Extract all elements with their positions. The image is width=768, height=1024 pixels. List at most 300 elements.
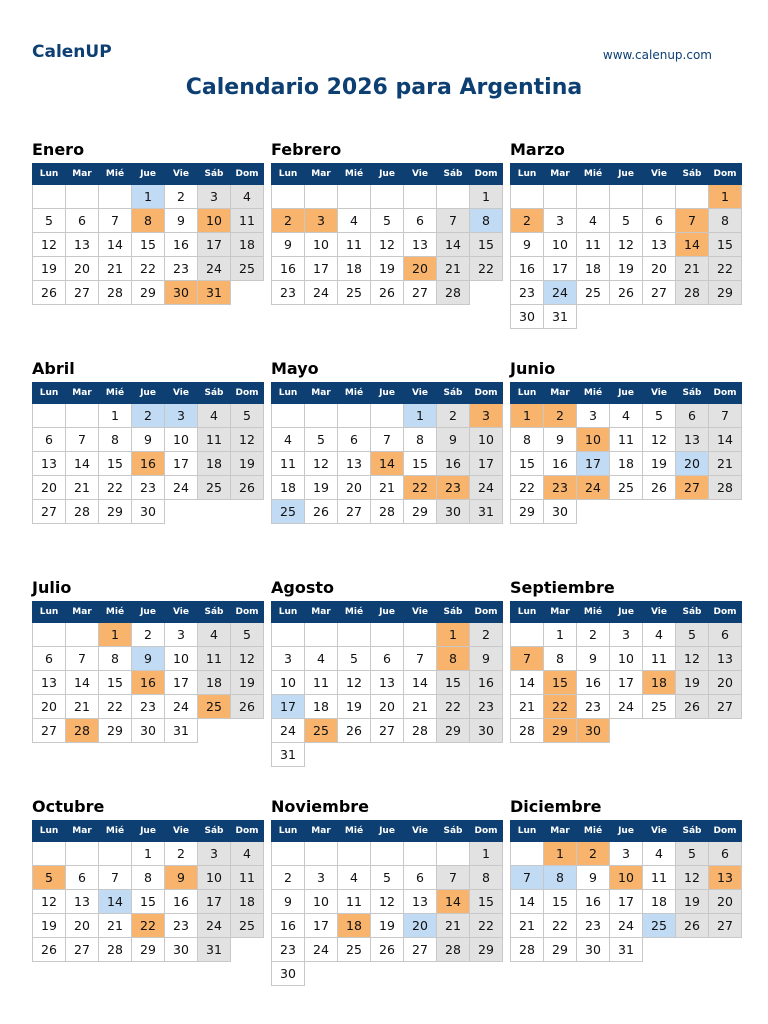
- weekday-header: Mar: [66, 164, 99, 185]
- weekend-day: 9: [470, 647, 503, 671]
- weekday-header: Mar: [305, 164, 338, 185]
- weekday-header: Dom: [470, 602, 503, 623]
- weekend-day: 30: [437, 500, 470, 524]
- day-cell: 4: [643, 623, 676, 647]
- day-cell: 9: [511, 233, 544, 257]
- weekend-day: 25: [231, 257, 264, 281]
- day-cell: 15: [404, 452, 437, 476]
- day-cell: 28: [99, 938, 132, 962]
- day-cell: 7: [66, 428, 99, 452]
- day-cell: 5: [643, 404, 676, 428]
- empty-cell: [305, 842, 338, 866]
- week-row: [272, 695, 503, 719]
- week-row: [272, 914, 503, 938]
- holiday-day: 2: [544, 404, 577, 428]
- day-cell: 16: [577, 890, 610, 914]
- day-cell: 29: [99, 719, 132, 743]
- holiday-day: 28: [66, 719, 99, 743]
- week-row: [272, 476, 503, 500]
- weekday-header: Sáb: [676, 821, 709, 842]
- week-row: [272, 404, 503, 428]
- day-cell: 22: [511, 476, 544, 500]
- day-cell: 18: [272, 476, 305, 500]
- bridge-day: 1: [404, 404, 437, 428]
- month-table: [32, 820, 264, 962]
- day-cell: 22: [544, 914, 577, 938]
- day-cell: 23: [132, 695, 165, 719]
- day-cell: 24: [305, 281, 338, 305]
- day-cell: 29: [511, 500, 544, 524]
- day-cell: 25: [338, 281, 371, 305]
- week-row: [511, 623, 742, 647]
- empty-cell: [33, 185, 66, 209]
- weekday-header: Sáb: [437, 164, 470, 185]
- day-cell: 30: [544, 500, 577, 524]
- weekday-header: Mar: [544, 383, 577, 404]
- day-cell: 1: [544, 623, 577, 647]
- weekend-day: 14: [437, 233, 470, 257]
- day-cell: 10: [272, 671, 305, 695]
- day-cell: 28: [511, 719, 544, 743]
- day-cell: 15: [132, 890, 165, 914]
- day-cell: 27: [66, 281, 99, 305]
- weekend-day: 19: [676, 671, 709, 695]
- empty-cell: [371, 185, 404, 209]
- day-cell: 12: [338, 671, 371, 695]
- weekday-header: Lun: [272, 164, 305, 185]
- weekday-header: Dom: [470, 821, 503, 842]
- weekend-day: 5: [231, 404, 264, 428]
- weekday-header: Mar: [66, 821, 99, 842]
- day-cell: 14: [66, 671, 99, 695]
- day-cell: 16: [511, 257, 544, 281]
- day-cell: 6: [338, 428, 371, 452]
- day-cell: 16: [272, 914, 305, 938]
- day-cell: 22: [132, 257, 165, 281]
- day-cell: 6: [404, 209, 437, 233]
- day-cell: 28: [371, 500, 404, 524]
- week-row: [272, 866, 503, 890]
- weekend-day: 16: [437, 452, 470, 476]
- weekday-header: Sáb: [676, 164, 709, 185]
- empty-cell: [511, 623, 544, 647]
- empty-cell: [544, 185, 577, 209]
- day-cell: 23: [577, 695, 610, 719]
- day-cell: 27: [404, 281, 437, 305]
- day-cell: 27: [371, 719, 404, 743]
- empty-cell: [33, 404, 66, 428]
- empty-cell: [643, 185, 676, 209]
- weekend-day: 4: [231, 842, 264, 866]
- weekend-day: 9: [437, 428, 470, 452]
- empty-cell: [99, 842, 132, 866]
- month-octubre: [32, 797, 258, 962]
- week-row: [33, 257, 264, 281]
- weekend-day: 26: [676, 695, 709, 719]
- weekend-day: 4: [198, 623, 231, 647]
- day-cell: 6: [371, 647, 404, 671]
- weekend-day: 27: [709, 914, 742, 938]
- empty-cell: [33, 842, 66, 866]
- weekend-day: 17: [198, 233, 231, 257]
- weekday-header: Vie: [165, 383, 198, 404]
- day-cell: 23: [165, 257, 198, 281]
- day-cell: 5: [610, 209, 643, 233]
- weekend-day: 12: [676, 647, 709, 671]
- weekend-day: 19: [231, 452, 264, 476]
- week-row: [511, 719, 742, 743]
- day-cell: 6: [33, 428, 66, 452]
- week-row: [511, 866, 742, 890]
- weekend-day: 28: [437, 281, 470, 305]
- month-junio: [510, 359, 736, 524]
- day-cell: 16: [165, 890, 198, 914]
- weekend-day: 25: [231, 914, 264, 938]
- empty-cell: [338, 623, 371, 647]
- month-table: [271, 820, 503, 986]
- bridge-day: 1: [132, 185, 165, 209]
- month-table: [510, 820, 742, 962]
- week-row: [272, 428, 503, 452]
- weekend-day: 19: [231, 671, 264, 695]
- weekday-header: Mar: [544, 602, 577, 623]
- day-cell: 10: [305, 890, 338, 914]
- weekend-day: 20: [709, 890, 742, 914]
- week-row: [511, 842, 742, 866]
- weekend-day: 29: [437, 719, 470, 743]
- day-cell: 12: [33, 233, 66, 257]
- day-cell: 7: [99, 866, 132, 890]
- weekend-day: 11: [231, 209, 264, 233]
- holiday-day: 1: [437, 623, 470, 647]
- weekday-header: Vie: [643, 602, 676, 623]
- weekend-day: 30: [470, 719, 503, 743]
- empty-cell: [404, 623, 437, 647]
- week-row: [33, 428, 264, 452]
- month-name: Noviembre: [271, 797, 370, 816]
- weekend-day: 15: [709, 233, 742, 257]
- day-cell: 12: [371, 233, 404, 257]
- weekday-header: Mié: [577, 602, 610, 623]
- bridge-day: 2: [132, 404, 165, 428]
- day-cell: 21: [371, 476, 404, 500]
- day-cell: 26: [305, 500, 338, 524]
- day-cell: 8: [544, 647, 577, 671]
- day-cell: 13: [33, 671, 66, 695]
- weekend-day: 28: [437, 938, 470, 962]
- day-cell: 20: [66, 257, 99, 281]
- month-enero: [32, 140, 258, 305]
- empty-cell: [272, 842, 305, 866]
- day-cell: 12: [610, 233, 643, 257]
- holiday-day: 7: [676, 209, 709, 233]
- day-cell: 13: [643, 233, 676, 257]
- day-cell: 21: [99, 257, 132, 281]
- weekend-day: 1: [470, 185, 503, 209]
- weekday-header: Dom: [709, 383, 742, 404]
- day-cell: 23: [511, 281, 544, 305]
- month-name: Mayo: [271, 359, 319, 378]
- bridge-day: 7: [511, 866, 544, 890]
- month-name: Marzo: [510, 140, 565, 159]
- week-row: [511, 500, 742, 524]
- month-febrero: [271, 140, 497, 305]
- weekday-header: Jue: [371, 164, 404, 185]
- weekday-header: Lun: [511, 383, 544, 404]
- day-cell: 29: [132, 281, 165, 305]
- weekend-day: 31: [470, 500, 503, 524]
- month-name: Octubre: [32, 797, 105, 816]
- empty-cell: [33, 623, 66, 647]
- day-cell: 17: [305, 914, 338, 938]
- day-cell: 6: [404, 866, 437, 890]
- holiday-day: 3: [305, 209, 338, 233]
- week-row: [272, 647, 503, 671]
- weekday-header: Dom: [231, 821, 264, 842]
- day-cell: 9: [272, 890, 305, 914]
- holiday-day: 8: [437, 647, 470, 671]
- month-abril: [32, 359, 258, 524]
- month-noviembre: [271, 797, 497, 986]
- day-cell: 21: [99, 914, 132, 938]
- website-link[interactable]: www.calenup.com: [602, 48, 712, 62]
- weekend-day: 5: [676, 842, 709, 866]
- week-row: [33, 500, 264, 524]
- weekend-day: 10: [470, 428, 503, 452]
- weekday-header: Vie: [643, 821, 676, 842]
- day-cell: 8: [99, 428, 132, 452]
- week-row: [272, 233, 503, 257]
- weekend-day: 18: [231, 233, 264, 257]
- empty-cell: [338, 404, 371, 428]
- month-table: [32, 601, 264, 743]
- holiday-day: 30: [165, 281, 198, 305]
- weekday-header: Lun: [33, 164, 66, 185]
- day-cell: 24: [165, 695, 198, 719]
- day-cell: 14: [511, 671, 544, 695]
- weekend-day: 24: [470, 476, 503, 500]
- day-cell: 30: [132, 719, 165, 743]
- day-cell: 9: [272, 233, 305, 257]
- day-cell: 17: [610, 671, 643, 695]
- day-cell: 17: [544, 257, 577, 281]
- day-cell: 4: [305, 647, 338, 671]
- weekday-header: Jue: [132, 383, 165, 404]
- day-cell: 17: [165, 671, 198, 695]
- bridge-day: 20: [676, 452, 709, 476]
- empty-cell: [338, 842, 371, 866]
- weekday-header: Lun: [511, 602, 544, 623]
- day-cell: 19: [33, 914, 66, 938]
- day-cell: 29: [132, 938, 165, 962]
- weekend-day: 11: [198, 428, 231, 452]
- weekend-day: 22: [437, 695, 470, 719]
- day-cell: 4: [338, 209, 371, 233]
- empty-cell: [272, 404, 305, 428]
- week-row: [33, 695, 264, 719]
- day-cell: 11: [577, 233, 610, 257]
- week-row: [511, 185, 742, 209]
- weekend-day: 11: [198, 647, 231, 671]
- bridge-day: 25: [272, 500, 305, 524]
- holiday-day: 14: [371, 452, 404, 476]
- weekend-day: 26: [676, 914, 709, 938]
- empty-cell: [66, 842, 99, 866]
- weekday-header: Sáb: [198, 821, 231, 842]
- month-table: [271, 163, 503, 305]
- weekday-header: Mar: [305, 383, 338, 404]
- day-cell: 6: [643, 209, 676, 233]
- weekday-header: Sáb: [676, 602, 709, 623]
- month-name: Febrero: [271, 140, 342, 159]
- week-row: [272, 719, 503, 743]
- day-cell: 13: [33, 452, 66, 476]
- weekday-header: Mié: [99, 383, 132, 404]
- weekday-header: Dom: [709, 821, 742, 842]
- holiday-day: 16: [132, 452, 165, 476]
- weekday-header: Sáb: [437, 821, 470, 842]
- day-cell: 23: [165, 914, 198, 938]
- day-cell: 20: [338, 476, 371, 500]
- weekday-header: Vie: [404, 164, 437, 185]
- day-cell: 5: [305, 428, 338, 452]
- week-row: [272, 671, 503, 695]
- weekend-day: 21: [676, 257, 709, 281]
- day-cell: 13: [66, 890, 99, 914]
- weekend-day: 2: [437, 404, 470, 428]
- weekend-day: 21: [437, 257, 470, 281]
- week-row: [272, 281, 503, 305]
- day-cell: 7: [66, 647, 99, 671]
- week-row: [33, 281, 264, 305]
- holiday-day: 2: [577, 842, 610, 866]
- weekday-header: Sáb: [198, 383, 231, 404]
- day-cell: 9: [165, 209, 198, 233]
- weekday-header: Sáb: [437, 383, 470, 404]
- holiday-day: 10: [198, 209, 231, 233]
- day-cell: 1: [99, 404, 132, 428]
- day-cell: 19: [338, 695, 371, 719]
- holiday-day: 29: [544, 719, 577, 743]
- weekend-day: 10: [198, 866, 231, 890]
- weekday-header: Jue: [610, 164, 643, 185]
- weekend-day: 26: [231, 476, 264, 500]
- holiday-day: 1: [511, 404, 544, 428]
- weekday-header: Jue: [610, 383, 643, 404]
- weekend-day: 12: [231, 428, 264, 452]
- day-cell: 15: [132, 233, 165, 257]
- weekend-day: 23: [470, 695, 503, 719]
- weekend-day: 22: [709, 257, 742, 281]
- day-cell: 14: [404, 671, 437, 695]
- weekday-header: Jue: [610, 602, 643, 623]
- empty-cell: [610, 185, 643, 209]
- day-cell: 17: [305, 257, 338, 281]
- holiday-day: 18: [643, 671, 676, 695]
- day-cell: 31: [165, 719, 198, 743]
- day-cell: 28: [66, 500, 99, 524]
- month-mayo: [271, 359, 497, 524]
- empty-cell: [305, 404, 338, 428]
- weekday-header: Mié: [338, 821, 371, 842]
- weekday-header: Vie: [165, 821, 198, 842]
- bridge-day: 14: [99, 890, 132, 914]
- day-cell: 18: [305, 695, 338, 719]
- holiday-day: 10: [610, 866, 643, 890]
- day-cell: 24: [305, 938, 338, 962]
- day-cell: 23: [577, 914, 610, 938]
- weekend-day: 26: [231, 695, 264, 719]
- day-cell: 17: [610, 890, 643, 914]
- weekend-day: 20: [709, 671, 742, 695]
- weekend-day: 6: [709, 623, 742, 647]
- day-cell: 3: [544, 209, 577, 233]
- holiday-day: 30: [577, 719, 610, 743]
- day-cell: 3: [610, 623, 643, 647]
- month-marzo: [510, 140, 736, 329]
- day-cell: 27: [33, 500, 66, 524]
- month-name: Enero: [32, 140, 85, 159]
- day-cell: 29: [544, 938, 577, 962]
- holiday-day: 9: [165, 866, 198, 890]
- week-row: [511, 233, 742, 257]
- holiday-day: 15: [544, 671, 577, 695]
- weekend-day: 27: [709, 695, 742, 719]
- day-cell: 2: [577, 623, 610, 647]
- holiday-day: 1: [99, 623, 132, 647]
- day-cell: 30: [272, 962, 305, 986]
- empty-cell: [511, 185, 544, 209]
- day-cell: 19: [33, 257, 66, 281]
- day-cell: 16: [544, 452, 577, 476]
- day-cell: 4: [610, 404, 643, 428]
- weekday-header: Jue: [610, 821, 643, 842]
- day-cell: 23: [132, 476, 165, 500]
- weekday-header: Lun: [272, 602, 305, 623]
- day-cell: 31: [272, 743, 305, 767]
- weekday-header: Mié: [99, 821, 132, 842]
- weekend-day: 15: [437, 671, 470, 695]
- weekday-header: Dom: [231, 383, 264, 404]
- day-cell: 10: [544, 233, 577, 257]
- day-cell: 12: [643, 428, 676, 452]
- weekday-header: Jue: [132, 821, 165, 842]
- empty-cell: [511, 842, 544, 866]
- empty-cell: [66, 623, 99, 647]
- holiday-day: 23: [437, 476, 470, 500]
- month-name: Agosto: [271, 578, 334, 597]
- weekend-day: 18: [198, 671, 231, 695]
- weekend-day: 17: [470, 452, 503, 476]
- weekend-day: 12: [231, 647, 264, 671]
- week-row: [511, 671, 742, 695]
- weekday-header: Vie: [643, 164, 676, 185]
- day-cell: 20: [33, 695, 66, 719]
- weekend-day: 31: [198, 938, 231, 962]
- day-cell: 28: [404, 719, 437, 743]
- day-cell: 19: [305, 476, 338, 500]
- day-cell: 30: [577, 938, 610, 962]
- day-cell: 26: [338, 719, 371, 743]
- weekend-day: 18: [198, 452, 231, 476]
- day-cell: 21: [511, 695, 544, 719]
- empty-cell: [305, 623, 338, 647]
- day-cell: 9: [577, 647, 610, 671]
- holiday-day: 14: [676, 233, 709, 257]
- weekday-header: Vie: [165, 602, 198, 623]
- weekend-day: 24: [198, 257, 231, 281]
- week-row: [272, 890, 503, 914]
